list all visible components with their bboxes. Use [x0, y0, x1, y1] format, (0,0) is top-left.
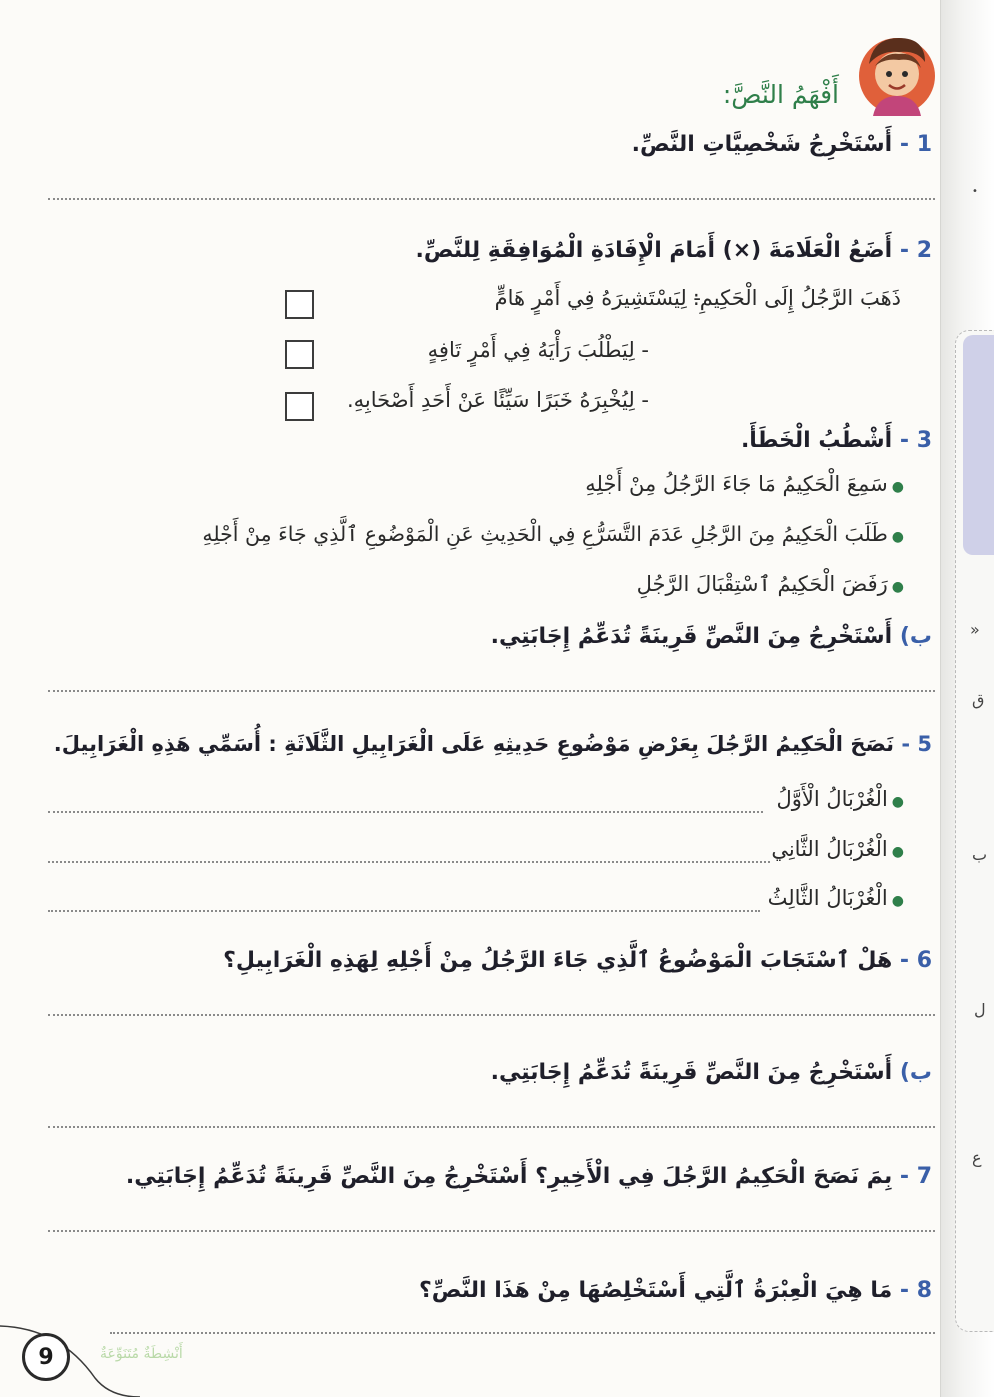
- sieve-3-answer-line[interactable]: [48, 910, 760, 912]
- bullet-icon: ●: [891, 579, 904, 595]
- edge-dot: •: [972, 186, 978, 197]
- edge-char: ع: [972, 1148, 982, 1167]
- bullet-icon: ●: [891, 479, 904, 495]
- option-2: - لِيَطْلُبَ رَأْيَهُ فِي أَمْرٍ تَافِهٍ: [427, 338, 649, 362]
- question-text: أَضَعُ الْعَلَامَةَ (×) أَمَامَ الْإِفَادَةِ الْمُوَافِقَةِ لِلنَّصِّ.: [415, 238, 893, 263]
- question-3: [741, 428, 932, 453]
- sieve-2-answer-line[interactable]: [48, 861, 770, 863]
- question-number: 7 -: [899, 1164, 932, 1189]
- option-1: - لِيَسْتَشِيرَهُ فِي أَمْرٍ هَامٍّ: [494, 286, 701, 310]
- answer-line[interactable]: [48, 198, 935, 200]
- question-1: [632, 132, 932, 157]
- question-number: 5 -: [901, 732, 932, 756]
- page-number: 9: [22, 1333, 70, 1381]
- question-7: [126, 1164, 932, 1189]
- section-heading: أَفْهَمُ النَّصَّ:: [722, 80, 839, 109]
- option-3: - لِيُخْبِرَهُ خَبَرًا سَيِّئًا عَنْ أَحَدِ أَصْحَابِهِ.: [346, 388, 649, 412]
- answer-line[interactable]: [48, 1014, 935, 1016]
- edge-char: »: [970, 620, 980, 639]
- statement-1[interactable]: ●سَمِعَ الْحَكِيمُ مَا جَاءَ الرَّجُلُ مِنْ أَجْلِهِ: [585, 472, 904, 496]
- boy-avatar-icon: [855, 30, 937, 118]
- bullet-icon: ●: [891, 794, 904, 810]
- question-2: [416, 238, 932, 263]
- question-text: أَسْتَخْرِجُ مِنَ النَّصِّ قَرِينَةً تُدَعِّمُ إِجَابَتِي.: [490, 1060, 893, 1085]
- question-number: 2 -: [899, 238, 932, 263]
- question-5: [54, 732, 932, 756]
- question-8: [419, 1278, 932, 1303]
- question-number: 8 -: [899, 1278, 932, 1303]
- sieve-3-label: ●الْغُرْبَالُ الثَّالِثُ: [767, 886, 904, 910]
- question-6: [223, 948, 932, 973]
- answer-line[interactable]: [110, 1332, 935, 1334]
- edge-char: ل: [974, 1000, 986, 1019]
- sub-question-label: ب): [899, 624, 932, 649]
- next-page-tab: [963, 335, 994, 555]
- edge-char: ق: [972, 690, 985, 709]
- bullet-icon: ●: [891, 893, 904, 909]
- question-text: هَلْ ٱسْتَجَابَ الْمَوْضُوعُ ٱلَّذِي جَاءَ الرَّجُلُ مِنْ أَجْلِهِ لِهَذِهِ الْغَرَابِيلِ؟: [223, 948, 893, 973]
- option-2-checkbox[interactable]: [285, 340, 314, 369]
- question-text: بِمَ نَصَحَ الْحَكِيمُ الرَّجُلَ فِي الْأَخِيرِ؟ أَسْتَخْرِجُ مِنَ النَّصِّ قَرِينَةً تُدَعِّمُ إِجَابَتِي.: [125, 1164, 893, 1189]
- answer-line[interactable]: [48, 690, 935, 692]
- question-text: مَا هِيَ الْعِبْرَةُ ٱلَّتِي أَسْتَخْلِصُهَا مِنْ هَذَا النَّصِّ؟: [419, 1278, 893, 1303]
- sub-question-label: ب): [899, 1060, 932, 1085]
- question-text: نَصَحَ الْحَكِيمُ الرَّجُلَ بِعَرْضِ مَوْضُوعِ حَدِيثِهِ عَلَى الْغَرَابِيلِ الثَّلَاثَةِ : أُسَمِّي هَذِهِ الْغَرَابِيلَ.: [53, 732, 895, 756]
- question-text: أَسْتَخْرِجُ شَخْصِيَّاتِ النَّصِّ.: [631, 132, 893, 157]
- option-3-checkbox[interactable]: [285, 392, 314, 421]
- statement-2[interactable]: ●طَلَبَ الْحَكِيمُ مِنَ الرَّجُلِ عَدَمَ التَّسَرُّعِ فِي الْحَدِيثِ عَنِ الْمَوْضُوعِ ٱلَّذِي جَاءَ مِنْ أَجْلِهِ: [202, 522, 904, 546]
- statement-3[interactable]: ●رَفَضَ الْحَكِيمُ ٱسْتِقْبَالَ الرَّجُلِ: [636, 572, 904, 596]
- answer-line[interactable]: [48, 1126, 935, 1128]
- edge-char: ب: [972, 845, 988, 864]
- question-text: أَسْتَخْرِجُ مِنَ النَّصِّ قَرِينَةً تُدَعِّمُ إِجَابَتِي.: [490, 624, 893, 649]
- sieve-1-label: ●الْغُرْبَالُ الْأَوَّلُ: [776, 787, 904, 811]
- question-3b: [491, 624, 932, 649]
- sieve-1-answer-line[interactable]: [48, 811, 763, 813]
- question-2-stem: ذَهَبَ الرَّجُلُ إِلَى الْحَكِيمِ:: [692, 286, 901, 310]
- question-6b: [491, 1060, 932, 1085]
- bullet-icon: ●: [891, 529, 904, 545]
- question-number: 1 -: [899, 132, 932, 157]
- question-number: 6 -: [899, 948, 932, 973]
- sieve-2-label: ●الْغُرْبَالُ الثَّانِي: [771, 837, 904, 861]
- answer-line[interactable]: [48, 1230, 935, 1232]
- question-number: 3 -: [899, 428, 932, 453]
- footer-label: أَنْشِطَةٌ مُتَنَوِّعَةٌ: [100, 1346, 183, 1362]
- question-text: أَشْطُبُ الْخَطَأَ.: [740, 428, 893, 453]
- bullet-icon: ●: [891, 844, 904, 860]
- option-1-checkbox[interactable]: [285, 290, 314, 319]
